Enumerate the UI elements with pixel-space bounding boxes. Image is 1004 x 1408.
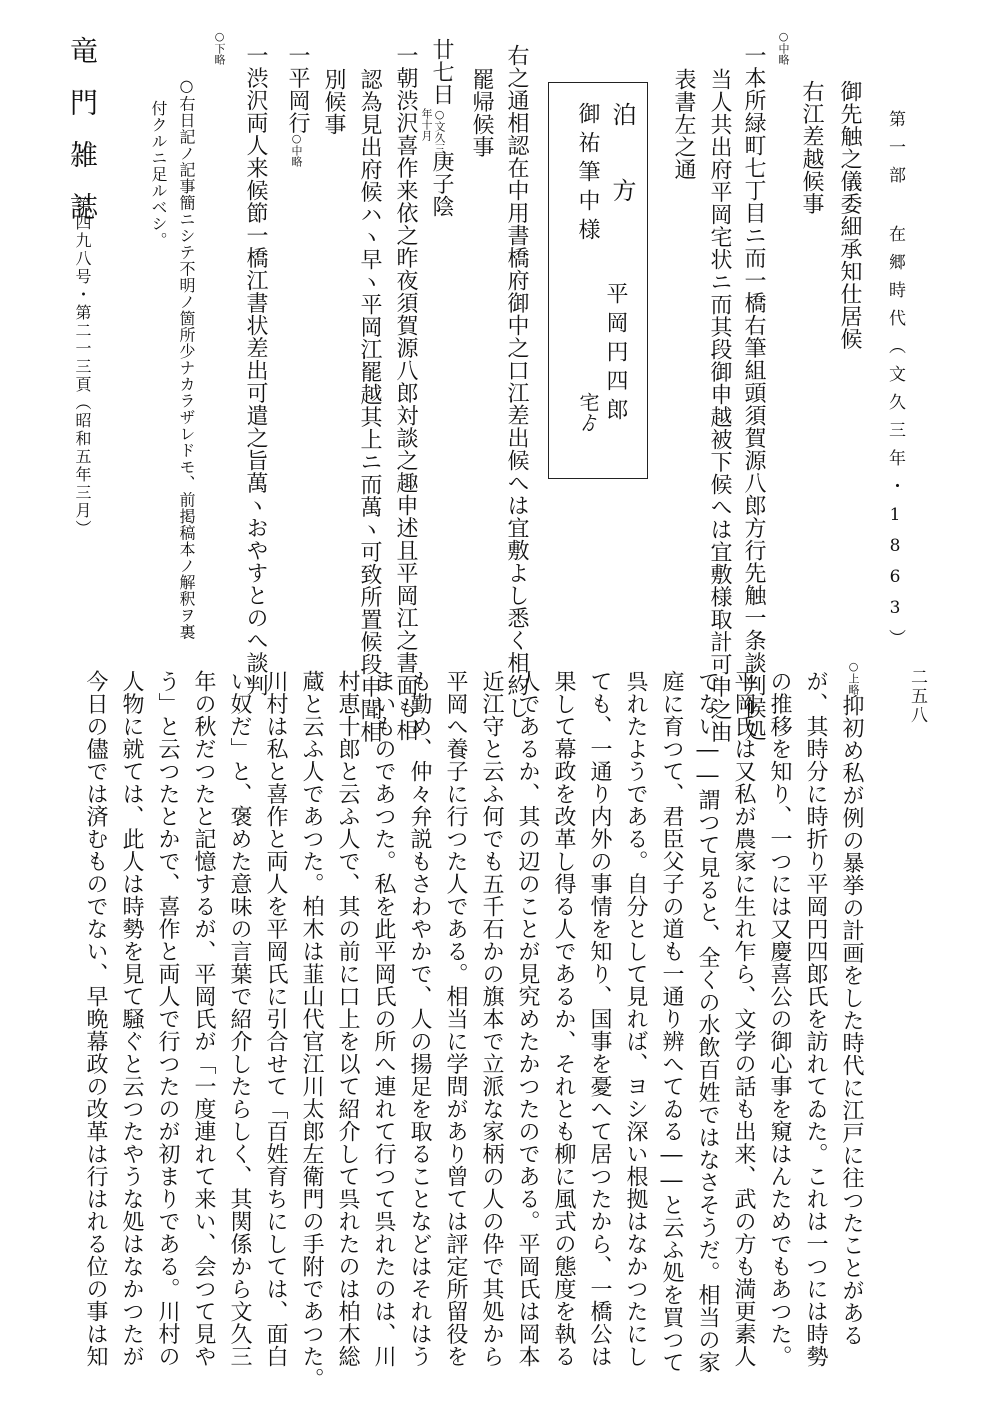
box-line-1: 泊 方 [608,102,636,216]
lower-line-10: 人であるか、其の辺のことが見究めたかつたのである。平岡氏は岡本 [515,670,540,1368]
lower-line-2: が、其時分に時折り平岡円四郎氏を訪れてゐた。これは一つには時勢 [803,670,828,1368]
lower-line-1: 抑初め私が例の暴挙の計画をした時代に江戸に往つたことがある [839,694,864,1347]
date-weather: 庚子陰 [429,150,454,218]
upper-line-9: 認為見出府候ハヽ早ヽ平岡江罷越其上ニ而萬ヽ可致所置候段申聞相 [357,68,382,743]
source-reference: 第四九八号・第二一三頁（昭和五年三月） [73,196,92,538]
lower-line-4: 平岡氏は又私が農家に生れ乍ら、文学の話も出来、武の方も満更素人 [731,670,756,1368]
box-line-2: 御祐筆中様 [575,102,600,247]
lower-line-6: 庭に育つて、君臣父子の道も一通り辨へてゐる――と云ふ処を買つて [659,670,684,1374]
lower-line-14: まいものであつた。私を此平岡氏の所へ連れて行つて呉れたのは、川 [371,670,396,1368]
lower-line-17: 川村は私と喜作と両人を平岡氏に引合せて「百姓育ちにしては、面白 [263,670,288,1368]
lower-line-7: 呉れたようである。自分として見れば、ヨシ深い根拠はなかつたにし [623,670,648,1368]
upper-line-4: 当人共出府平岡宅状ニ而其段御申越被下候へは宜敷様取計可申之由 [707,68,732,743]
upper-line-2: 右江差越候事 [799,80,824,215]
lower-line-18: い奴だ」と、褒めた意味の言葉で紹介したらしく、其関係から文久三 [227,670,252,1368]
running-head: 第一部 在郷時代（文久三年・1863） [885,110,905,657]
lead-omission-mark: ○上略 [847,660,860,695]
upper-line-7: 罷帰候事 [469,68,494,158]
date-note-a: ○文久三 [433,108,446,154]
date-entry: 廿七日 [429,38,454,106]
upper-line-10: 別候事 [321,68,346,136]
upper-line-5: 表書左之通 [671,68,696,181]
lower-line-3: の推移を知り、一つには又慶喜公の御心事を窺はんためでもあつた。 [767,670,792,1368]
commentary-line-2: 付クルニ足ルベシ。 [149,100,168,249]
lower-line-8: ても、一通り内外の事情を知り、国事を憂へて居つたから、一橋公は [587,670,612,1368]
upper-line-1: 御先触之儀委細承知仕居候 [837,80,862,350]
upper-line-8: 一朝渋沢喜作来依之昨夜須賀源八郎対談之趣申述且平岡江之書面も相 [393,44,418,742]
lower-line-19: 年の秋だつたと記憶するが、平岡氏が「一度連れて来い、会つて見や [191,670,216,1368]
source-title: 竜門雑誌 [66,36,99,244]
date-note-b: 年十月 [420,108,433,141]
chuuryaku-note-2: ○中略 [290,132,303,167]
lower-line-5: でない――謂つて見ると、全くの水飲百姓ではなさそうだ。相当の家 [695,670,720,1374]
ge-ryaku-note: ○下略 [213,30,226,65]
upper-line-11: 一平岡行 [285,44,310,134]
lower-line-15: 村恵十郎と云ふ人で、其の前に口上を以て紹介して呉れたのは柏木総 [335,670,360,1368]
chuuryaku-note-1: ○中略 [777,30,790,65]
upper-line-6: 右之通相認在中用書橋府御中之口江差出候へは宜敷よし悉く相約し [504,44,529,719]
lower-line-21: 人物に就ては、此人は時勢を見て騒ぐと云つたやうな処はなかつたが [119,670,144,1368]
lower-line-22: 今日の儘では済むものでない、早晩幕政の改革は行はれる位の事は知 [83,670,108,1368]
lower-line-12: 平岡へ養子に行つた人である。相当に学問があり曾ては評定所留役を [443,670,468,1368]
lower-line-9: 果して幕政を改革し得る人であるか、それとも柳に風式の態度を執る [551,670,576,1368]
lower-line-13: も勤め、仲々弁説もさわやかで、人の揚足を取ることなどはそれはう [407,670,432,1368]
page-number: 二五八 [907,668,927,725]
upper-line-3: 一本所緑町七丁目ニ而一橋右筆組頭須賀源八郎方行先触一条談判候処 [741,44,766,742]
lower-line-20: う」と云つたとかで、喜作と両人で行つたのが初まりである。川村の [155,670,180,1368]
lower-line-16: 蔵と云ふ人であつた。柏木は韮山代官江川太郎左衛門の手附であつた。 [299,670,324,1390]
commentary-line-1: ○右日記ノ記事簡ニシテ不明ノ箇所少ナカラザレドモ、前掲稿本ノ解釈ヲ裏 [177,76,196,640]
box-sender-tail: 宅ゟ [576,392,600,433]
upper-line-12: 一渋沢両人来候節一橋江書状差出可遣之旨萬ヽおやすとのへ談判 [243,44,268,697]
box-sender: 平岡円四郎 [603,282,628,427]
lower-line-11: 近江守と云ふ何でも五千石かの旗本で立派な家柄の人の伜で其処から [479,670,504,1368]
